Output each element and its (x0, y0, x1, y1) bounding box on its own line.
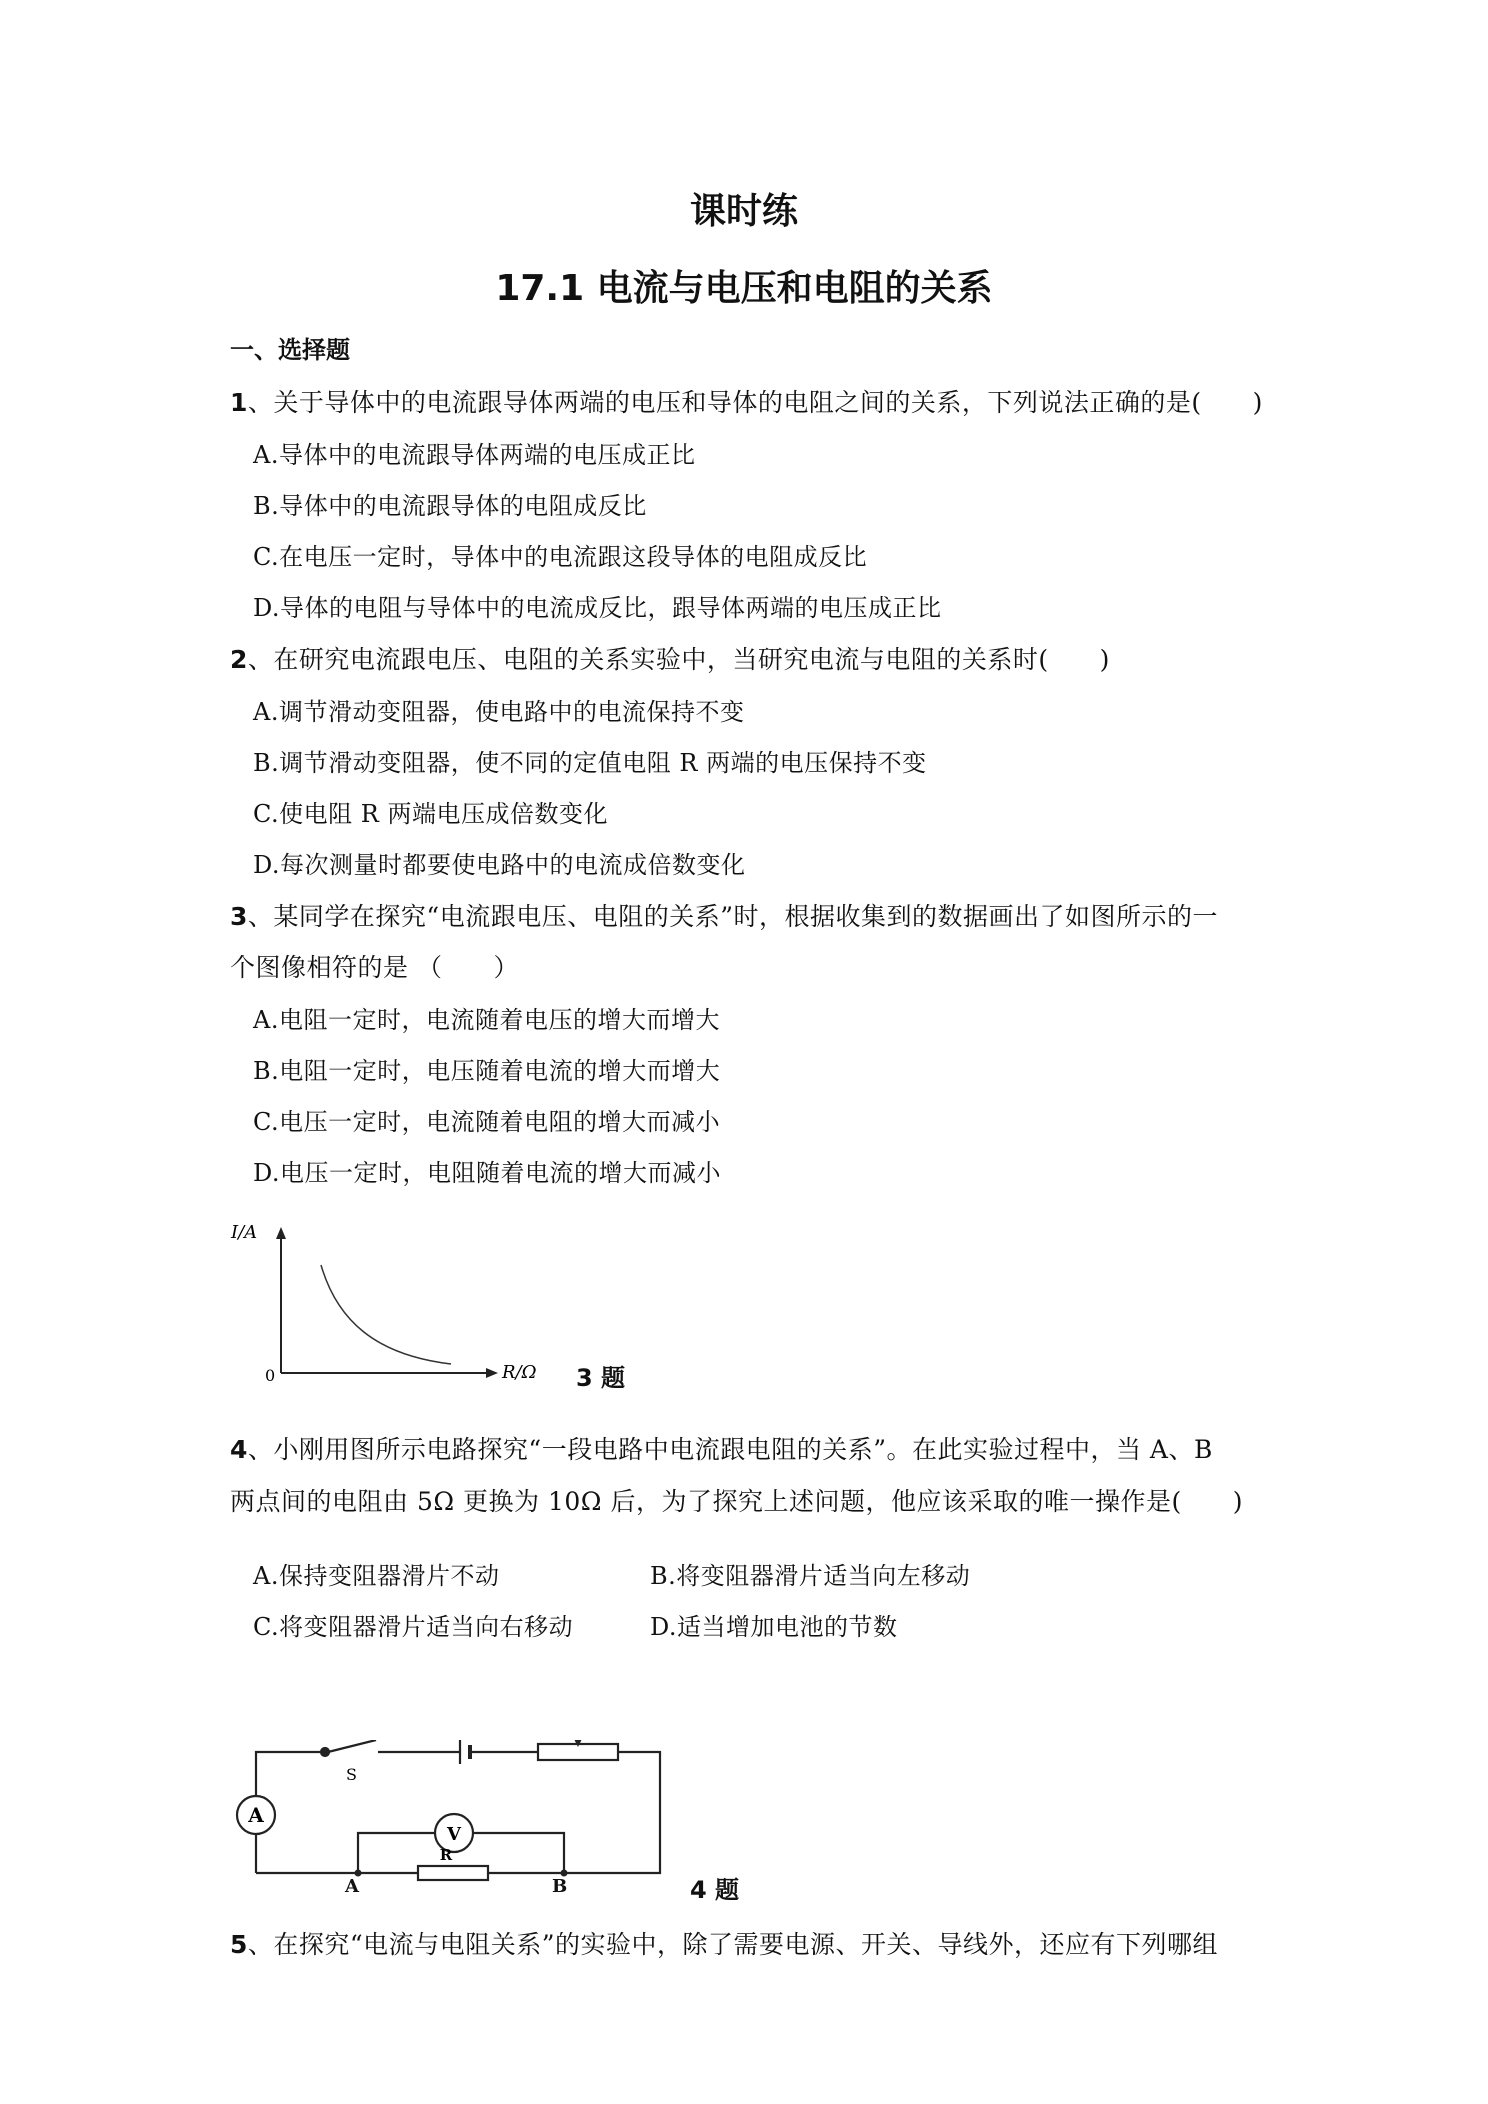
graph-curve (321, 1265, 451, 1364)
question-4-number: 4 (230, 1435, 248, 1464)
question-3-option-b: B.电阻一定时，电压随着电流的增大而增大 (253, 1057, 721, 1085)
resistor (418, 1866, 488, 1880)
graph-origin-label: 0 (265, 1366, 276, 1385)
question-4-line-1 (230, 1430, 1213, 1466)
question-4-circuit (228, 1740, 668, 1890)
question-3-option-a: A.电阻一定时，电流随着电压的增大而增大 (253, 1006, 720, 1034)
question-1-option-c: C.在电压一定时，导体中的电流跟这段导体的电阻成反比 (253, 543, 868, 571)
graph-x-axis-label: R/Ω (502, 1362, 537, 1383)
question-2-option-d: D.每次测量时都要使电路中的电流成倍数变化 (253, 851, 746, 879)
switch-label: S (346, 1765, 357, 1784)
figure-4-label: 4 题 (690, 1876, 740, 1904)
question-2-option-a: A.调节滑动变阻器，使电路中的电流保持不变 (253, 698, 745, 726)
question-3-line-2: 个图像相符的是 （ ） (230, 953, 519, 982)
question-1 (230, 383, 1263, 419)
section-heading: 一、选择题 (230, 336, 350, 364)
graph-x-axis-arrow (486, 1368, 498, 1378)
wire-right (564, 1752, 660, 1873)
ammeter-label: A (248, 1803, 264, 1827)
question-2-number: 2 (230, 645, 248, 674)
question-5 (230, 1925, 1218, 1961)
question-3-graph (225, 1215, 565, 1385)
question-2-option-b: B.调节滑动变阻器，使不同的定值电阻 R 两端的电压保持不变 (253, 749, 927, 777)
point-b-label: B (552, 1876, 568, 1897)
question-1-number: 1 (230, 388, 248, 417)
question-5-text: 、在探究“电流与电阻关系”的实验中，除了需要电源、开关、导线外，还应有下列哪组 (247, 1930, 1218, 1959)
graph-y-axis-label: I/A (231, 1222, 258, 1243)
question-3-option-c: C.电压一定时，电流随着电阻的增大而减小 (253, 1108, 721, 1136)
question-1-option-d: D.导体的电阻与导体中的电流成反比，跟导体两端的电压成正比 (253, 594, 942, 622)
question-3-option-d: D.电压一定时，电阻随着电流的增大而减小 (253, 1159, 722, 1187)
page-subtitle: 17.1 电流与电压和电阻的关系 (495, 268, 993, 309)
question-4-option-c: C.将变阻器滑片适当向右移动 (253, 1613, 574, 1641)
voltmeter-label: V (447, 1824, 461, 1845)
question-3-number: 3 (230, 902, 248, 931)
question-4-option-b: B.将变阻器滑片适当向左移动 (650, 1562, 971, 1590)
question-4-option-d: D.适当增加电池的节数 (650, 1613, 898, 1641)
question-3-text: 、某同学在探究“电流跟电压、电阻的关系”时，根据收集到的数据画出了如图所示的一 (247, 902, 1218, 931)
point-a-label: A (345, 1876, 359, 1897)
figure-3-label: 3 题 (576, 1364, 626, 1392)
question-4-option-a: A.保持变阻器滑片不动 (253, 1562, 500, 1590)
question-4-text: 、小刚用图所示电路探究“一段电路中电流跟电阻的关系”。在此实验过程中，当 A、B (247, 1435, 1213, 1464)
switch-blade (328, 1740, 376, 1752)
resistor-label: R (439, 1846, 453, 1864)
question-2-option-c: C.使电阻 R 两端电压成倍数变化 (253, 800, 608, 828)
question-1-option-b: B.导体中的电流跟导体的电阻成反比 (253, 492, 647, 520)
question-1-option-a: A.导体中的电流跟导体两端的电压成正比 (253, 441, 696, 469)
question-5-number: 5 (230, 1930, 248, 1959)
switch-pivot (321, 1748, 329, 1756)
question-1-text: 、关于导体中的电流跟导体两端的电压和导体的电阻之间的关系，下列说法正确的是( ) (247, 388, 1263, 417)
question-3-line-1 (230, 897, 1218, 933)
question-2-text: 、在研究电流跟电压、电阻的关系实验中，当研究电流与电阻的关系时( ) (247, 645, 1110, 674)
page-title: 课时练 (689, 191, 798, 232)
question-4-line-2: 两点间的电阻由 5Ω 更换为 10Ω 后，为了探究上述问题，他应该采取的唯一操作是( ) (230, 1487, 1243, 1516)
question-2 (230, 640, 1110, 676)
graph-y-axis-arrow (276, 1227, 286, 1239)
